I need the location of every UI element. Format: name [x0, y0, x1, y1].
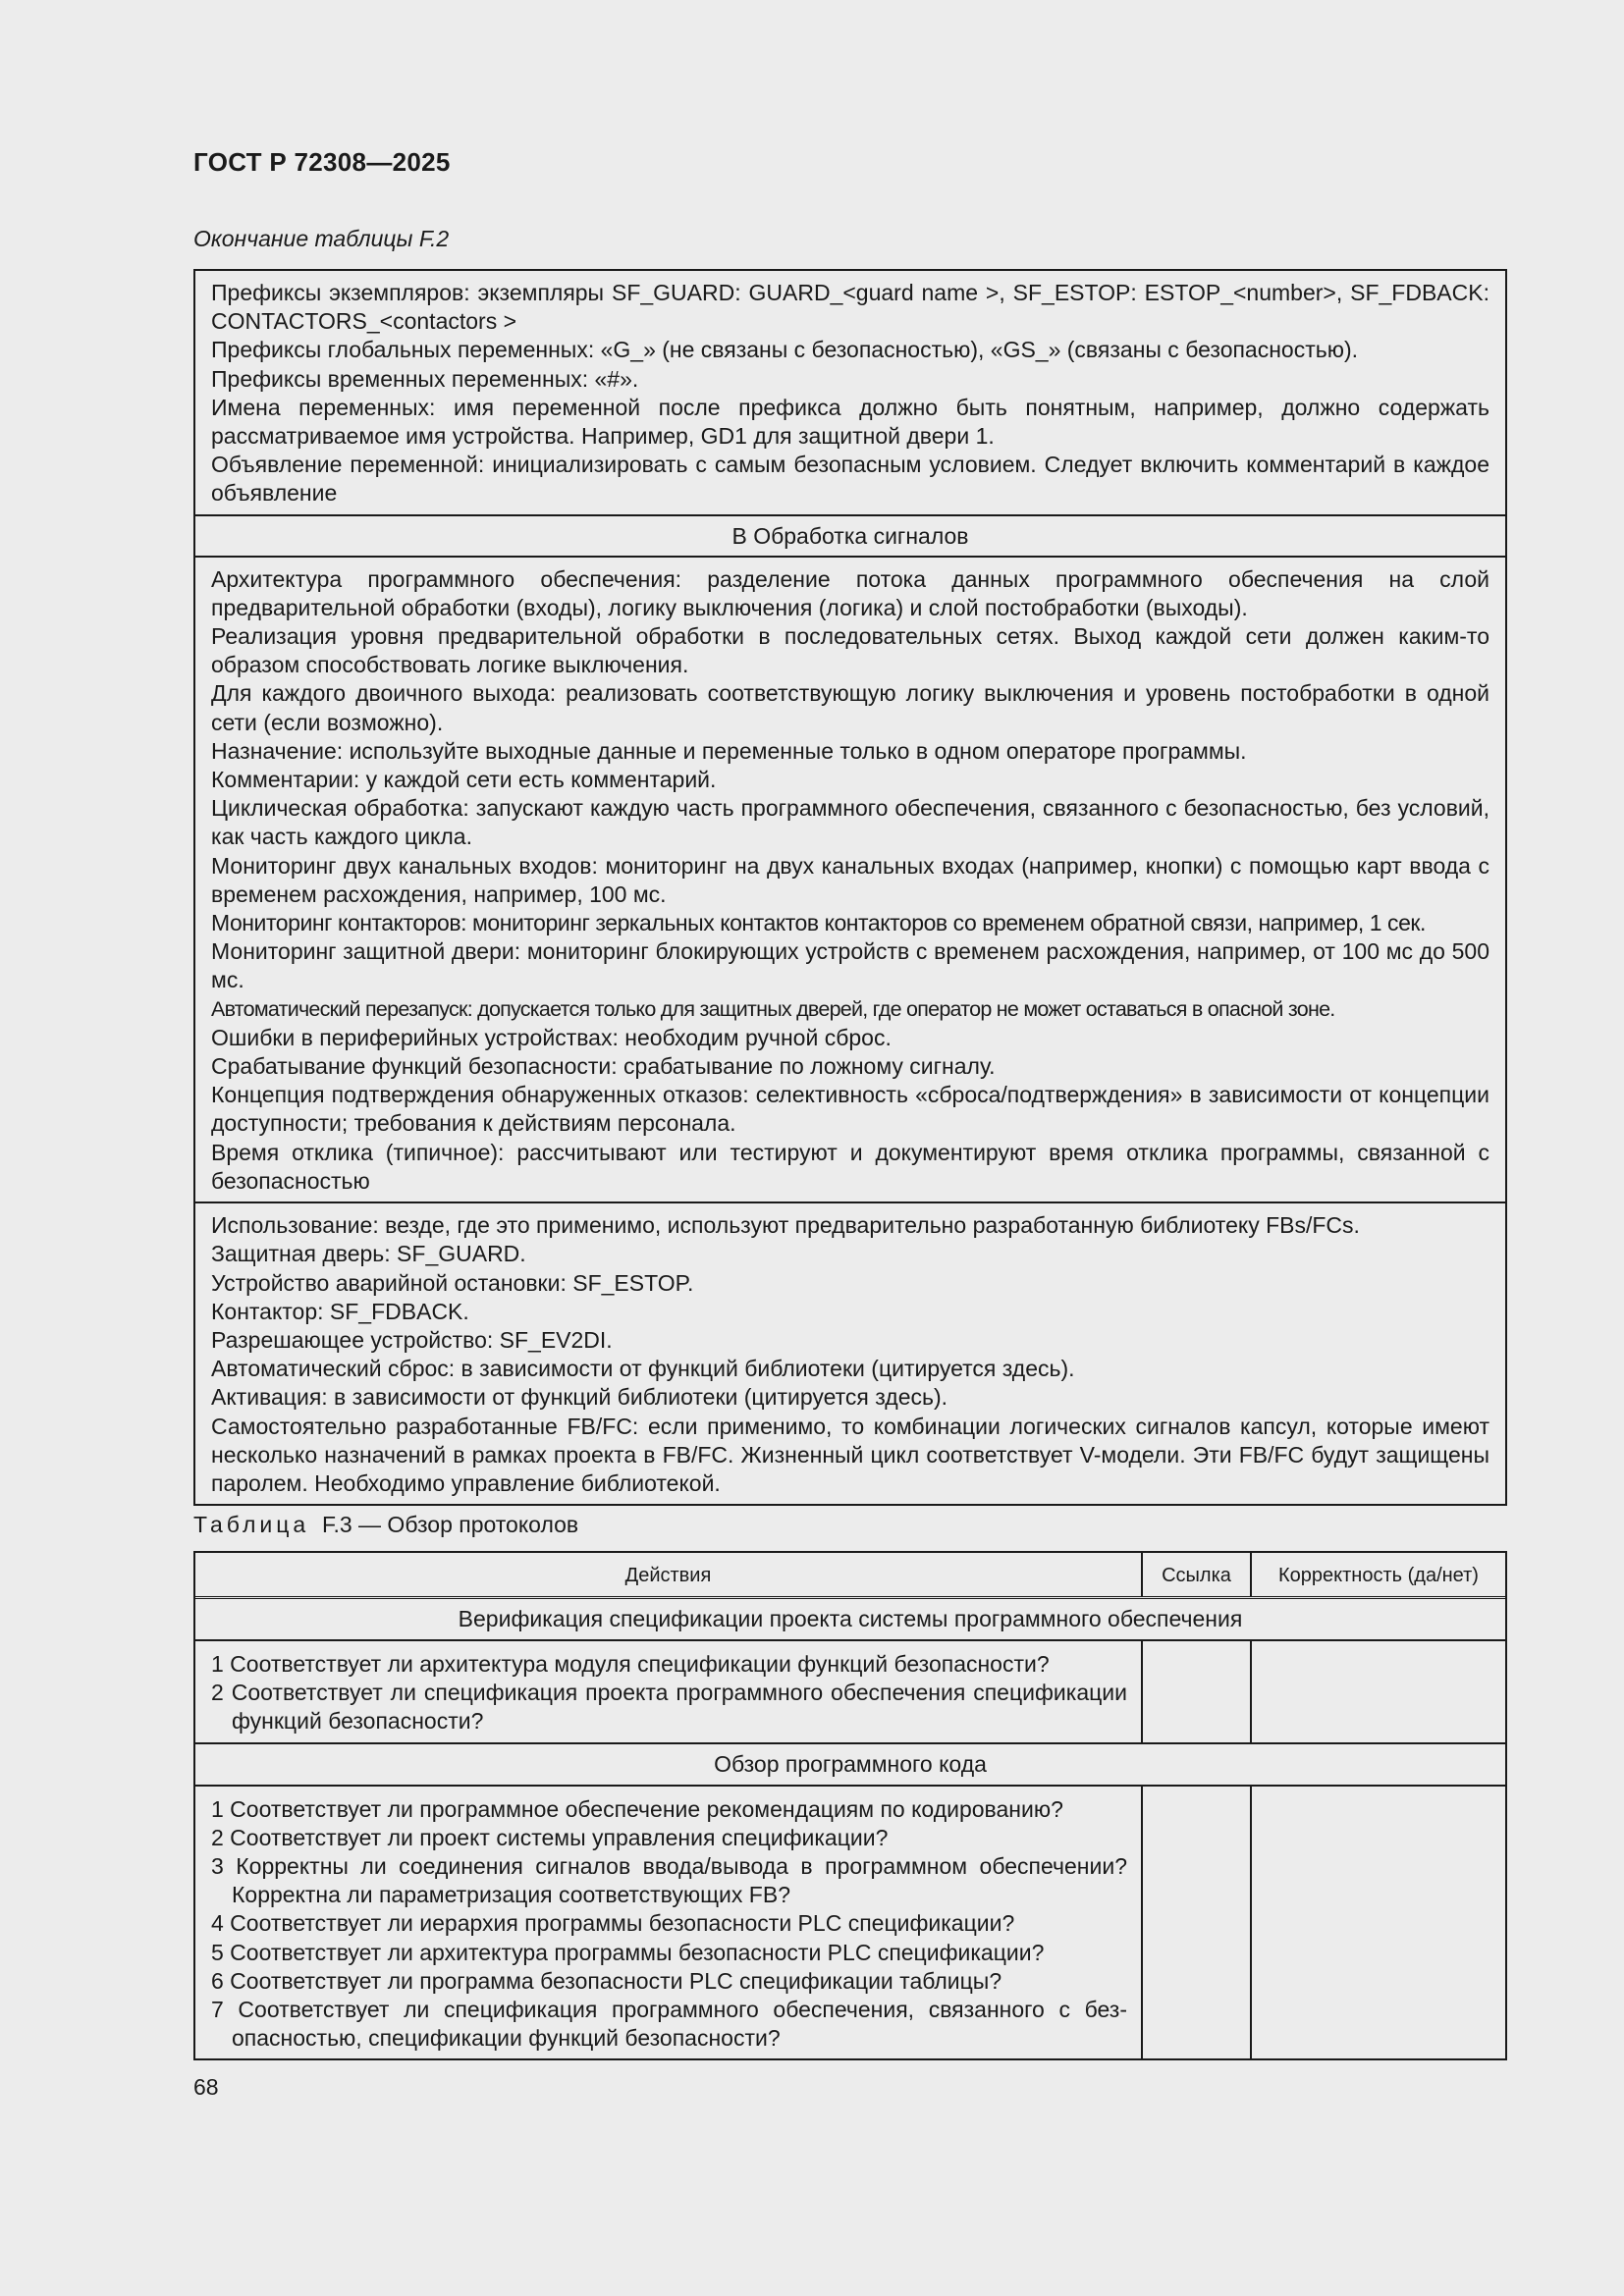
paragraph: Циклическая обработка: запускают каждую часть программного обеспечения, связанного с безопасностью, без условий, как часть каждого цикла. [211, 795, 1489, 850]
questions-cell [195, 1787, 1143, 2059]
paragraph: Комментарии: у каждой сети есть комментарий. [211, 767, 717, 793]
table-title: F.3 — Обзор протоколов [321, 1512, 579, 1537]
table-continuation-caption: Окончание таблицы F.2 [193, 226, 450, 251]
paragraph: Устройство аварийной остановки: SF_ESTOP. [211, 1269, 694, 1296]
paragraph: Мониторинг двух канальных входов: мониторинг на двух канальных входах (например, кнопки) с помощью карт ввода с временем расхождения, например, 100 мс. [211, 852, 1489, 907]
naming-conventions-cell [195, 271, 1505, 514]
section-design-verification: Верификация спецификации проекта системы программного обеспечения [458, 1606, 1243, 1631]
column-header-actions: Действия [195, 1553, 1143, 1596]
paragraph: Префиксы экземпляров: экземпляры SF_GUARD: GUARD_<guard name >, SF_ESTOP: ESTOP_<number>, SF_FDBACK: CONTACTORS_<contactors > [211, 280, 1489, 335]
paragraph: Объявление переменной: инициализировать с самым безопасным условием. Следует включить комментарий в каждое объявление [211, 452, 1489, 507]
table-f3 [193, 1551, 1507, 2060]
paragraph: Для каждого двоичного выхода: реализовать соответствующую логику выключения и уровень постобработки в одной сети (если возможно). [211, 680, 1489, 735]
question: 4 Соответствует ли иерархия программы безопасности PLC спецификации? [211, 1910, 1015, 1937]
table-f2 [193, 269, 1507, 1506]
reference-cell [1143, 1641, 1252, 1742]
table-header-row [195, 1553, 1505, 1599]
paragraph: Автоматический перезапуск: допускается только для защитных дверей, где оператор не может оставаться в опасной зоне. [211, 996, 1335, 1021]
paragraph: Назначение: используйте выходные данные и переменные только в одном операторе программы. [211, 737, 1247, 764]
reference-cell [1143, 1787, 1252, 2059]
paragraph: Разрешающее устройство: SF_EV2DI. [211, 1326, 613, 1353]
paragraph: Использование: везде, где это применимо, используют предварительно разработанную библиотеку FBs/FCs. [211, 1212, 1360, 1239]
signal-processing-cell [195, 556, 1505, 1201]
questions-cell [195, 1641, 1143, 1742]
paragraph: Мониторинг контакторов: мониторинг зеркальных контактов контакторов со временем обратной связи, например, 1 сек. [211, 910, 1426, 936]
paragraph: Время отклика (типичное): рассчитывают или тестируют и документируют время отклика программы, связанной с безопасностью [211, 1139, 1489, 1194]
table-f3-title [193, 1512, 578, 1538]
library-usage-cell [195, 1201, 1505, 1504]
question: 1 Соответствует ли архитектура модуля спецификации функций безопасности? [211, 1651, 1050, 1677]
section-code-review: Обзор программного кода [195, 1742, 1505, 1785]
paragraph: Срабатывание функций безопасности: срабатывание по ложному сигналу. [211, 1053, 996, 1080]
question: 2 Соответствует ли проект системы управления спецификации? [211, 1824, 889, 1850]
paragraph: Автоматический сброс: в зависимости от функций библиотеки (цитируется здесь). [211, 1356, 1075, 1382]
table-label: Таблица [193, 1512, 310, 1537]
paragraph: Защитная дверь: SF_GUARD. [211, 1241, 526, 1267]
paragraph: Самостоятельно разработанные FB/FC: если применимо, то комбинации логических сигналов капсул, которые имеют несколько назначений в рамках проекта в FB/FC. Жизненный цикл соответствует V-модели. Эти FB/FC будут защищены паролем. Необходимо управление библиотекой. [211, 1413, 1489, 1496]
paragraph: Имена переменных: имя переменной после префикса должно быть понятным, например, должно содержать рассматриваемое имя устройства. Например, GD1 для защитной двери 1. [211, 394, 1489, 450]
paragraph: Архитектура программного обеспечения: разделение потока данных программного обеспечения на слой предварительной обработки (входы), логику выключения (логика) и слой постобработки (выходы). [211, 565, 1489, 620]
table-row [195, 1785, 1505, 2059]
paragraph: Реализация уровня предварительной обработки в последовательных сетях. Выход каждой сети должен каким-то образом способствовать логике выключения. [211, 623, 1489, 678]
question: 6 Соответствует ли программа безопасности PLC спецификации таблицы? [211, 1967, 1002, 1994]
question: 5 Соответствует ли архитектура программы безопасности PLC спецификации? [211, 1939, 1045, 1965]
question: 2 Соответствует ли спецификация проекта программного обеспечения спецификации функций безопасности? [211, 1680, 1127, 1735]
question: 3 Корректны ли соединения сигналов ввода/вывода в программном обеспечении? Корректна ли параметризация соответствующих FB? [211, 1853, 1127, 1908]
paragraph: Префиксы временных переменных: «#». [211, 365, 639, 392]
paragraph: Ошибки в периферийных устройствах: необходим ручной сброс. [211, 1024, 892, 1050]
paragraph: Префиксы глобальных переменных: «G_» (не связаны с безопасностью), «GS_» (связаны с безопасностью). [211, 337, 1359, 363]
paragraph: Мониторинг защитной двери: мониторинг блокирующих устройств с временем расхождения, например, от 100 мс до 500 мс. [211, 938, 1489, 993]
column-header-correctness: Корректность (да/нет) [1278, 1565, 1479, 1586]
section-b-title: В Обработка сигналов [195, 514, 1505, 556]
paragraph: Концепция подтверждения обнаруженных отказов: селективность «сброса/подтверждения» в зависимости от концепции доступности; требования к действиям персонала. [211, 1082, 1489, 1137]
table-row [195, 1639, 1505, 1742]
paragraph: Активация: в зависимости от функций библиотеки (цитируется здесь). [211, 1384, 948, 1411]
question: 7 Соответствует ли спецификация программного обеспечения, связанного с безопасностью, спецификации функций безопасности? [211, 1997, 1127, 2052]
column-header-reference: Ссылка [1143, 1553, 1252, 1596]
question: 1 Соответствует ли программное обеспечение рекомендациям по кодированию? [211, 1795, 1063, 1822]
correctness-cell [1252, 1787, 1505, 2059]
correctness-cell [1252, 1641, 1505, 1742]
page-number: 68 [193, 2074, 219, 2100]
document-number: ГОСТ Р 72308—2025 [193, 147, 451, 177]
paragraph: Контактор: SF_FDBACK. [211, 1298, 469, 1324]
